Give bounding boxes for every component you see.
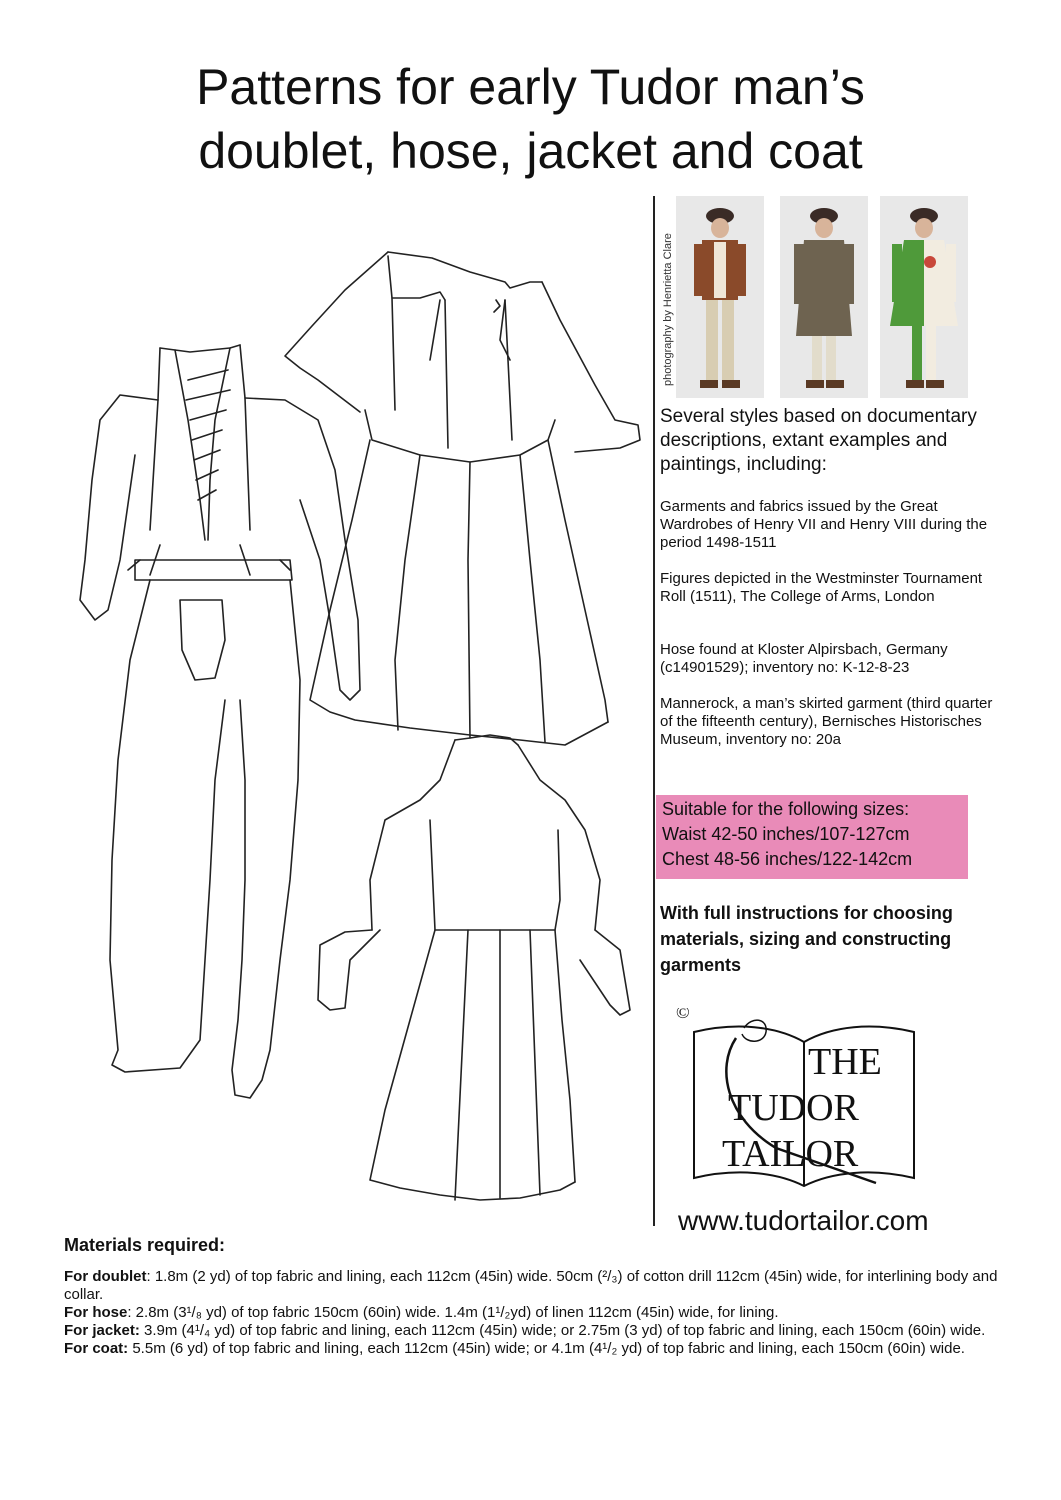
- column-divider: [653, 196, 655, 1226]
- source-item: Hose found at Kloster Alpirsbach, Germany (c14901529); inventory no: K-12-8-23: [660, 641, 948, 676]
- materials-text: 5.5m (6 yd) of top fabric and lining, each 112cm (45in) wide; or 4.1m (4¹/₂ yd) of top fabric and lining, each 150cm (60in) wide.: [128, 1340, 965, 1357]
- materials-coat: [64, 1340, 1004, 1358]
- website-link[interactable]: www.tudortailor.com: [678, 1205, 929, 1236]
- materials-heading: Materials required:: [64, 1235, 226, 1255]
- materials-text: 3.9m (4¹/₄ yd) of top fabric and lining, each 112cm (45in) wide; or 2.75m (3 yd) of top fabric and lining, each 150cm (60in) wide.: [139, 1322, 986, 1339]
- copyright-mark: ©: [676, 1008, 690, 1022]
- photo-doublet: [676, 196, 764, 398]
- materials-label: For doublet: [64, 1268, 147, 1285]
- styles-intro: Several styles based on documentary descriptions, extant examples and paintings, including:: [660, 406, 977, 475]
- materials-label: For coat:: [64, 1340, 129, 1357]
- source-item: Garments and fabrics issued by the Great Wardrobes of Henry VII and Henry VIII during the period 1498-1511: [660, 498, 988, 551]
- title-line-1: Patterns for early Tudor man’s: [196, 59, 865, 115]
- title-line-2: doublet, hose, jacket and coat: [198, 123, 863, 179]
- materials-section: [64, 1236, 1004, 1358]
- sizes-chest: Chest 48-56 inches/122-142cm: [662, 849, 913, 869]
- coat-drawing: [318, 735, 630, 1200]
- skirted-garment-drawing: [285, 252, 640, 745]
- logo-line-3: TAILOR: [722, 1133, 859, 1175]
- instructions-note: With full instructions for choosing materials, sizing and constructing garments: [660, 903, 953, 975]
- materials-text: : 2.8m (3¹/₈ yd) of top fabric 150cm (60in) wide. 1.4m (1¹/₂yd) of linen 112cm (45in) wide, for lining.: [127, 1304, 779, 1321]
- materials-text: : 1.8m (2 yd) of top fabric and lining, each 112cm (45in) wide. 50cm (²/₃) of cotton drill 112cm (45in) wide, for interlining body and collar.: [64, 1268, 998, 1303]
- materials-label: For jacket:: [64, 1322, 140, 1339]
- sizes-box: [656, 795, 968, 879]
- costume-photos: [676, 196, 982, 398]
- sizes-waist: Waist 42-50 inches/107-127cm: [662, 824, 910, 844]
- photo-jacket: [880, 196, 968, 398]
- photo-credit: photography by Henrietta Clare: [662, 233, 674, 386]
- tudor-tailor-logo: [676, 1008, 932, 1188]
- materials-label: For hose: [64, 1304, 128, 1321]
- sizes-heading: Suitable for the following sizes:: [662, 799, 910, 819]
- logo-line-1: THE: [808, 1041, 882, 1083]
- logo-line-2: TUDOR: [728, 1087, 859, 1129]
- photo-coat: [780, 196, 868, 398]
- source-item: Figures depicted in the Westminster Tournament Roll (1511), The College of Arms, London: [660, 570, 983, 605]
- materials-jacket: [64, 1322, 1004, 1340]
- source-item: Mannerock, a man’s skirted garment (third quarter of the fifteenth century), Bernisches Historisches Museum, inventory no: 20a: [660, 695, 993, 748]
- materials-hose: [64, 1304, 1004, 1322]
- materials-doublet: [64, 1268, 1004, 1304]
